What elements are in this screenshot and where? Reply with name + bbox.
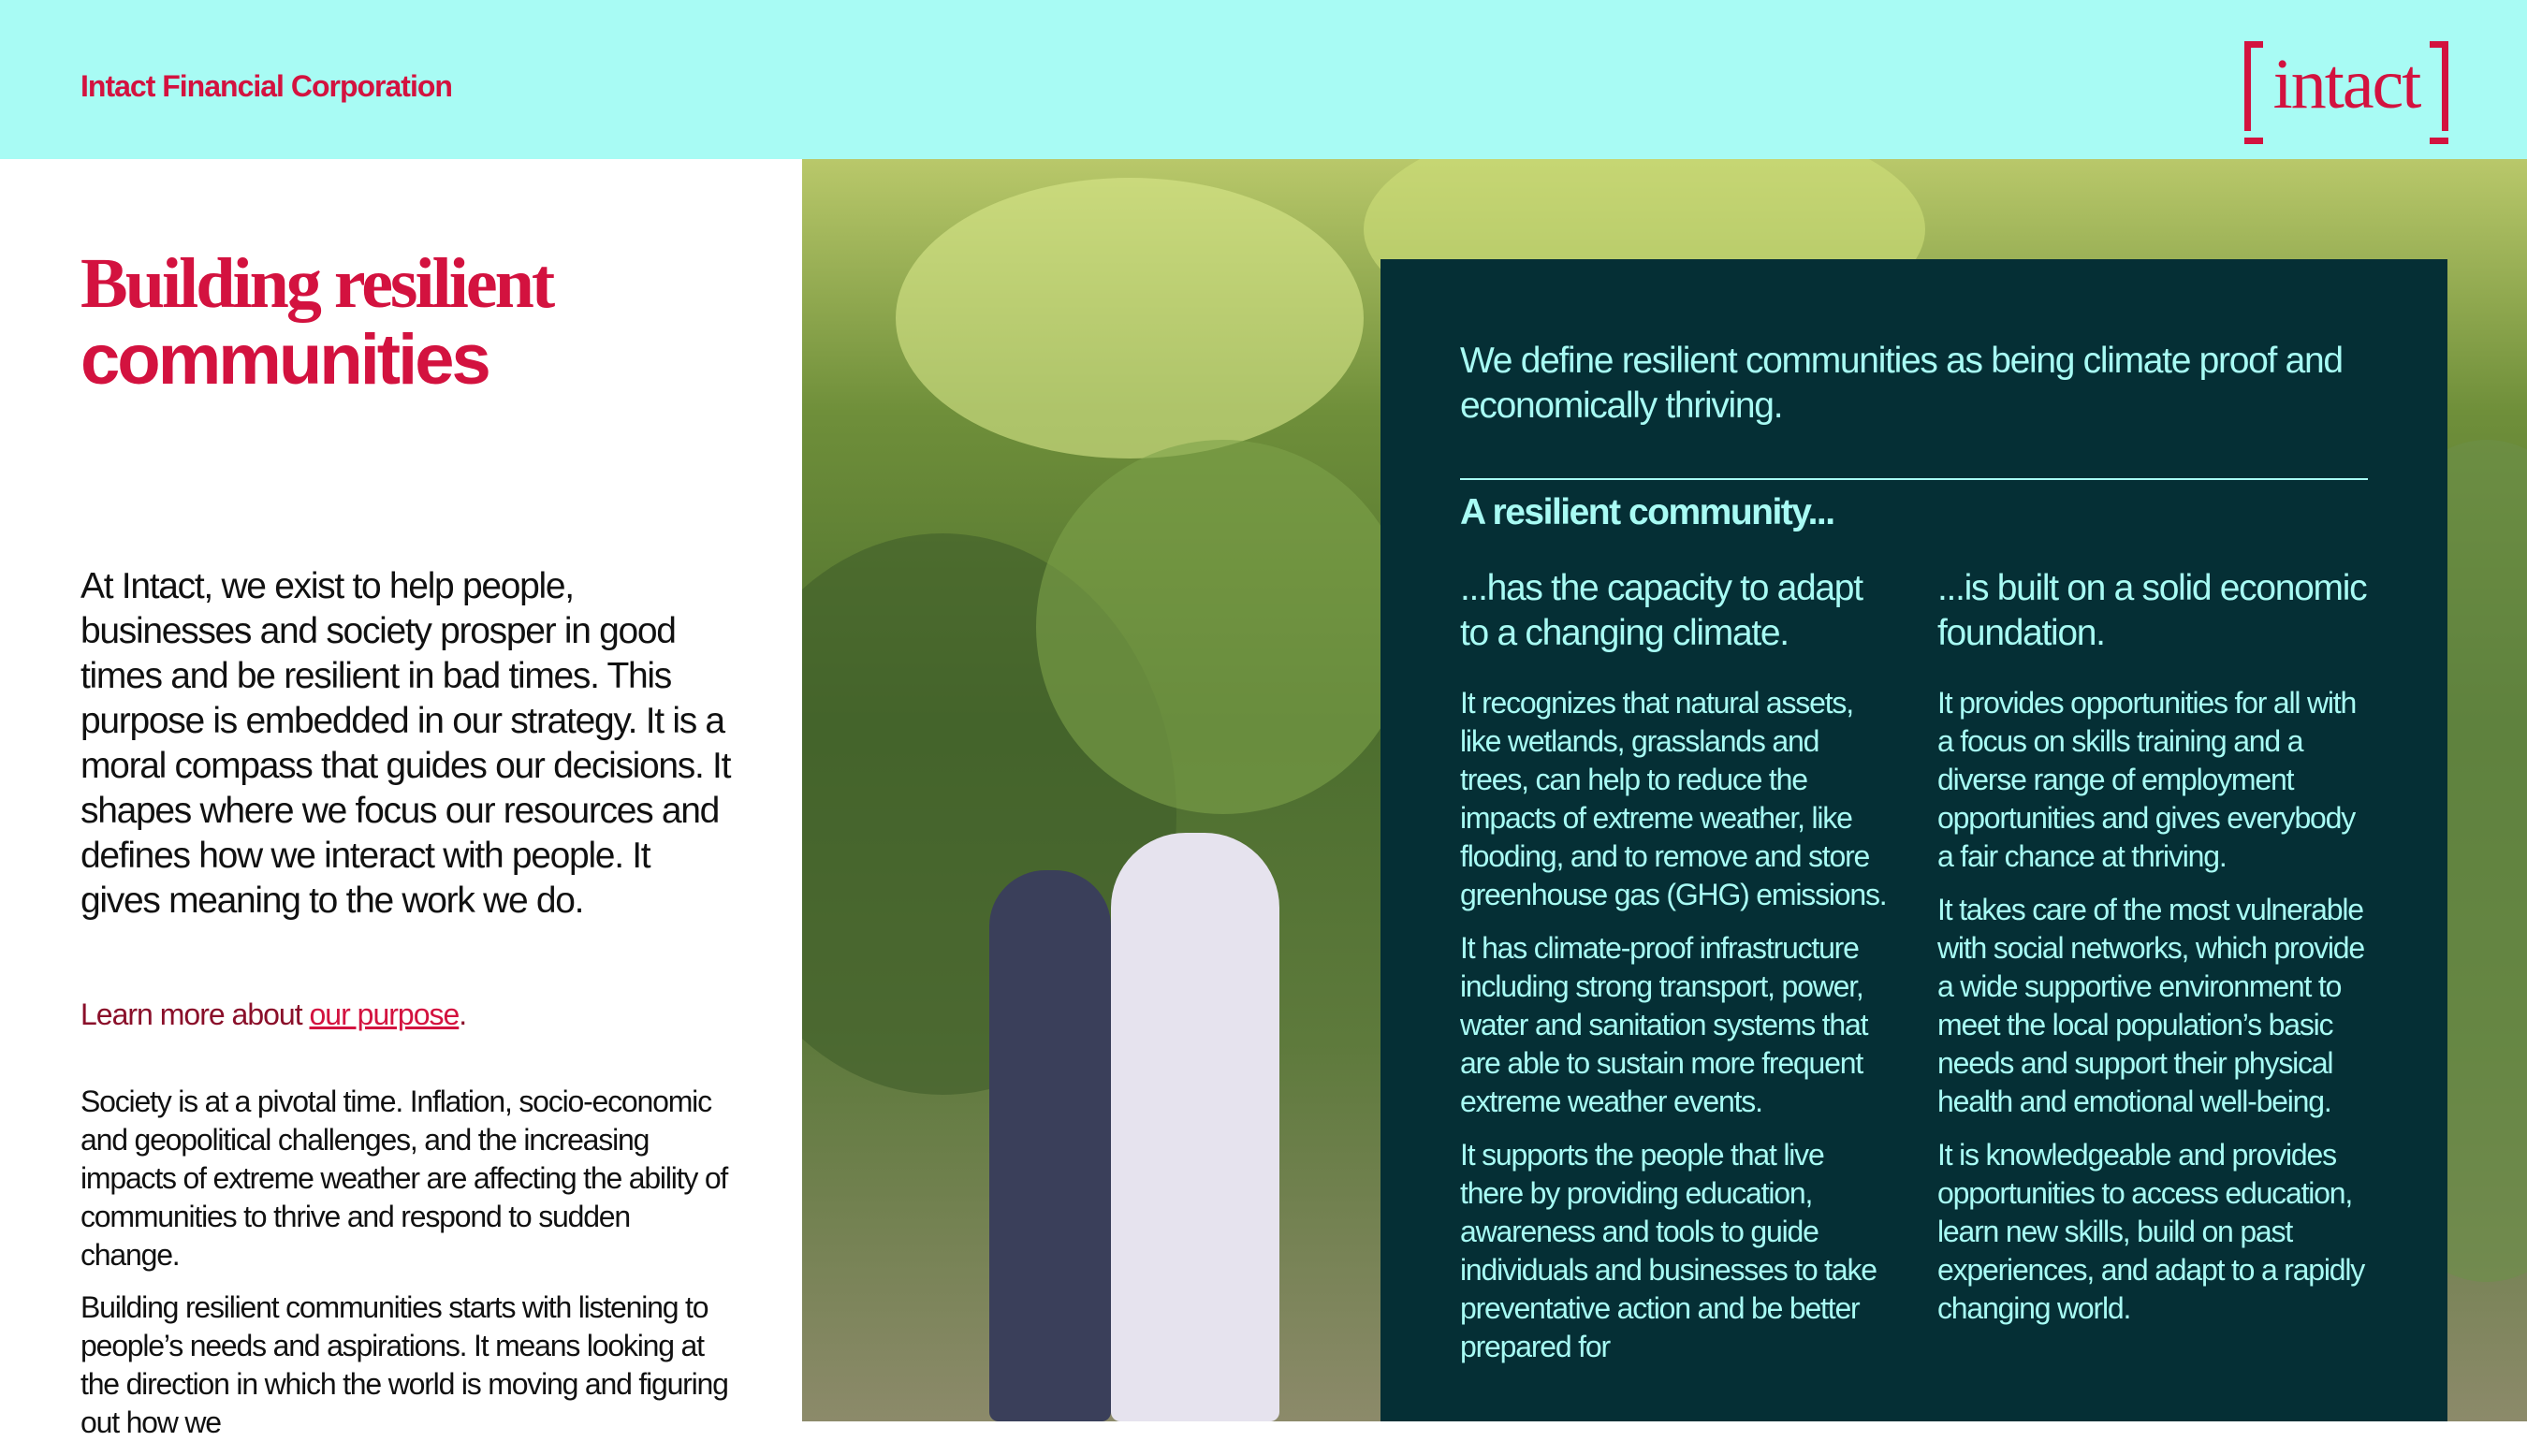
- column-heading: ...is built on a solid economic foundation.: [1937, 568, 2367, 653]
- title-line-2: communities: [80, 320, 489, 400]
- body-paragraph: Building resilient communities starts with listening to people’s needs and aspirations. It means looking at the direction in which the world is moving and figuring out how we: [80, 1290, 728, 1439]
- page-title: [80, 245, 736, 399]
- header-banner: [0, 0, 2527, 159]
- child-figure: [989, 870, 1111, 1421]
- resilient-community-panel: [1380, 259, 2447, 1421]
- our-purpose-link[interactable]: our purpose: [309, 997, 460, 1031]
- body-paragraph: Society is at a pivotal time. Inflation, socio-economic and geopolitical challenges, and the increasing impacts of extreme weather are affecting the ability of communities to thrive and respond to sudden change.: [80, 1085, 728, 1272]
- column-paragraph: It is knowledgeable and provides opportunities to access education, learn new skills, build on past experiences, and adapt to a rapidly changing world.: [1937, 1138, 2365, 1325]
- column-paragraph: It has climate-proof infrastructure including strong transport, power, water and sanitation systems that are able to sustain more frequent extreme weather events.: [1460, 931, 1868, 1118]
- body-text: [80, 1083, 736, 1456]
- corporation-name: Intact Financial Corporation: [80, 69, 452, 103]
- learn-more-suffix: .: [459, 997, 467, 1031]
- column-paragraph: It supports the people that live there by providing education, awareness and tools to guide individuals and businesses to take preventative action and be better prepared for: [1460, 1138, 1877, 1363]
- title-line-1: Building resilient: [80, 244, 553, 323]
- column-paragraph: It recognizes that natural assets, like wetlands, grasslands and trees, can help to reduce the impacts of extreme weather, like flooding, and to remove and store greenhouse gas (GHG) emissions.: [1460, 686, 1887, 911]
- economic-column: [1937, 566, 2368, 1343]
- panel-subheading: A resilient community...: [1460, 492, 1834, 532]
- intro-paragraph: At Intact, we exist to help people, businesses and society prosper in good times and be resilient in bad times. This purpose is embedded in our strategy. It is a moral compass that guides our decisions. It shapes where we focus our resources and defines how we interact with people. It gives meaning to the work we do.: [80, 566, 731, 921]
- learn-more: [80, 997, 466, 1032]
- climate-column: [1460, 566, 1891, 1381]
- column-paragraph: It provides opportunities for all with a focus on skills training and a diverse range of employment opportunities and gives everybody a fair chance at thriving.: [1937, 686, 2357, 873]
- column-heading: ...has the capacity to adapt to a changing climate.: [1460, 568, 1862, 653]
- child-figure: [1111, 833, 1279, 1421]
- panel-lead: We define resilient communities as being climate proof and economically thriving.: [1460, 341, 2343, 426]
- learn-more-prefix: Learn more about: [80, 997, 310, 1031]
- divider: [1460, 478, 2368, 480]
- column-paragraph: It takes care of the most vulnerable with social networks, which provide a wide supportive environment to meet the local population’s basic needs and support their physical health and emotional well-being.: [1937, 893, 2364, 1118]
- intact-logo: intact: [2244, 41, 2448, 131]
